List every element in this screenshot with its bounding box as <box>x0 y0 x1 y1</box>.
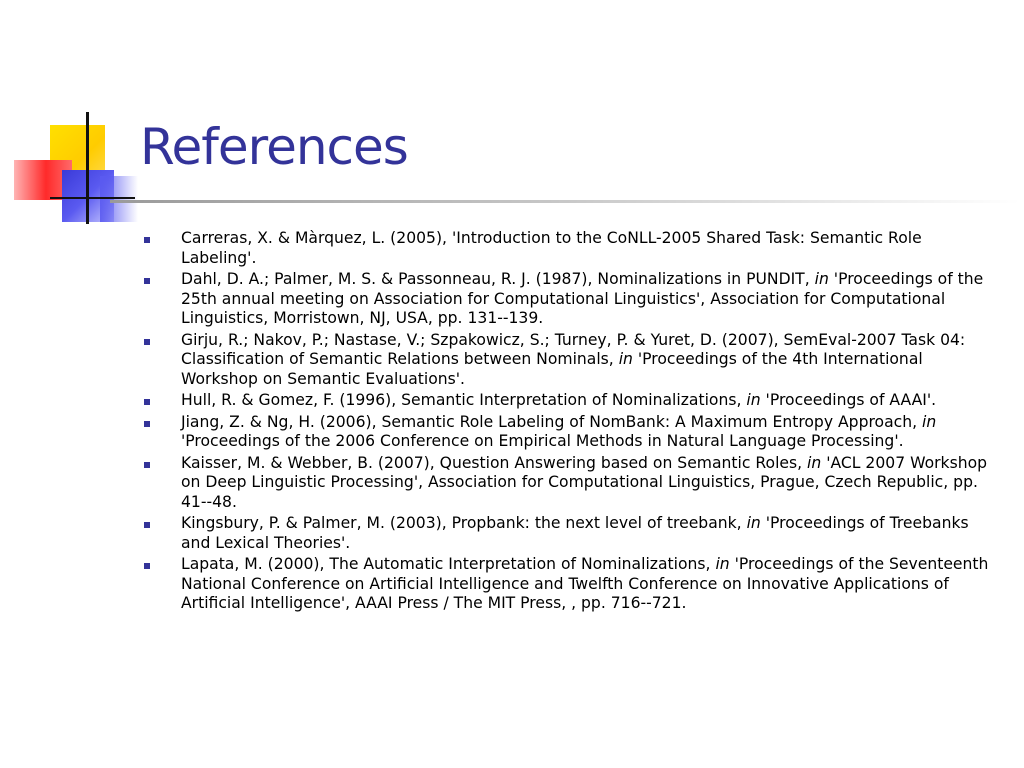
reference-italic: in <box>814 270 829 288</box>
reference-item <box>142 454 1002 513</box>
bullet-square-icon <box>144 339 150 345</box>
reference-text: Kingsbury, P. & Palmer, M. (2003), Propbank: the next level of treebank, <box>181 514 747 532</box>
reference-text: Jiang, Z. & Ng, H. (2006), Semantic Role Labeling of NomBank: A Maximum Entropy Approach, <box>181 412 923 431</box>
title-underline-rule <box>110 200 1020 203</box>
reference-italic: in <box>807 453 822 472</box>
reference-item <box>142 391 1002 411</box>
bullet-square-icon <box>144 237 150 243</box>
bullet-square-icon <box>144 399 150 405</box>
reference-list <box>142 229 1002 616</box>
reference-item <box>142 555 1002 614</box>
bullet-square-icon <box>144 278 150 284</box>
horizontal-line-decoration <box>50 197 135 199</box>
reference-item <box>142 514 1002 553</box>
slide-title: References <box>140 118 408 176</box>
reference-italic: in <box>746 391 761 409</box>
reference-text-rest: 'Proceedings of the 25th annual meeting on Association for Computational Linguistics', Association for Computational Linguistics, Morristown, NJ, USA, pp. 131--139. <box>181 270 984 327</box>
reference-text: Carreras, X. & Màrquez, L. (2005), 'Introduction to the CoNLL-2005 Shared Task: Semantic Role Labeling'. <box>181 229 922 267</box>
reference-text-rest: 'Proceedings of Treebanks and Lexical Theories'. <box>181 514 969 552</box>
reference-italic: in <box>922 412 937 431</box>
reference-item <box>142 229 1002 268</box>
reference-text-rest: 'Proceedings of the Seventeenth National Conference on Artificial Intelligence and Twelfth Conference on Innovative Applications of Artificial Intelligence', AAAI Press / The MIT Press, , pp. 716--721. <box>181 555 989 612</box>
slide-decoration <box>0 0 140 240</box>
reference-italic: in <box>746 514 761 532</box>
reference-text: Hull, R. & Gomez, F. (1996), Semantic Interpretation of Nominalizations, <box>181 391 747 409</box>
reference-italic: in <box>618 350 633 368</box>
bullet-square-icon <box>144 462 150 468</box>
vertical-line-decoration <box>86 112 89 224</box>
reference-item <box>142 413 1002 452</box>
reference-item <box>142 331 1002 390</box>
reference-text-rest: 'Proceedings of AAAI'. <box>760 391 937 409</box>
reference-item <box>142 270 1002 329</box>
reference-text: Kaisser, M. & Webber, B. (2007), Question Answering based on Semantic Roles, <box>181 453 808 472</box>
reference-text: Lapata, M. (2000), The Automatic Interpretation of Nominalizations, <box>181 555 716 573</box>
reference-text: Girju, R.; Nakov, P.; Nastase, V.; Szpakowicz, S.; Turney, P. & Yuret, D. (2007), SemEval-2007 Task 04: Classification of Semantic Relations between Nominals, <box>181 330 966 368</box>
bullet-square-icon <box>144 522 150 528</box>
bullet-square-icon <box>144 563 150 569</box>
reference-text-rest: 'ACL 2007 Workshop on Deep Linguistic Processing', Association for Computational Linguistics, Prague, Czech Republic, pp. 41--48. <box>181 453 988 511</box>
reference-text-rest: 'Proceedings of the 2006 Conference on Empirical Methods in Natural Language Processing'. <box>181 432 904 450</box>
bullet-square-icon <box>144 421 150 427</box>
reference-text: Dahl, D. A.; Palmer, M. S. & Passonneau, R. J. (1987), Nominalizations in PUNDIT, <box>181 270 815 288</box>
blue-fade-decoration <box>100 176 138 222</box>
reference-italic: in <box>715 555 730 573</box>
reference-text-rest: 'Proceedings of the 4th International Workshop on Semantic Evaluations'. <box>181 350 923 388</box>
